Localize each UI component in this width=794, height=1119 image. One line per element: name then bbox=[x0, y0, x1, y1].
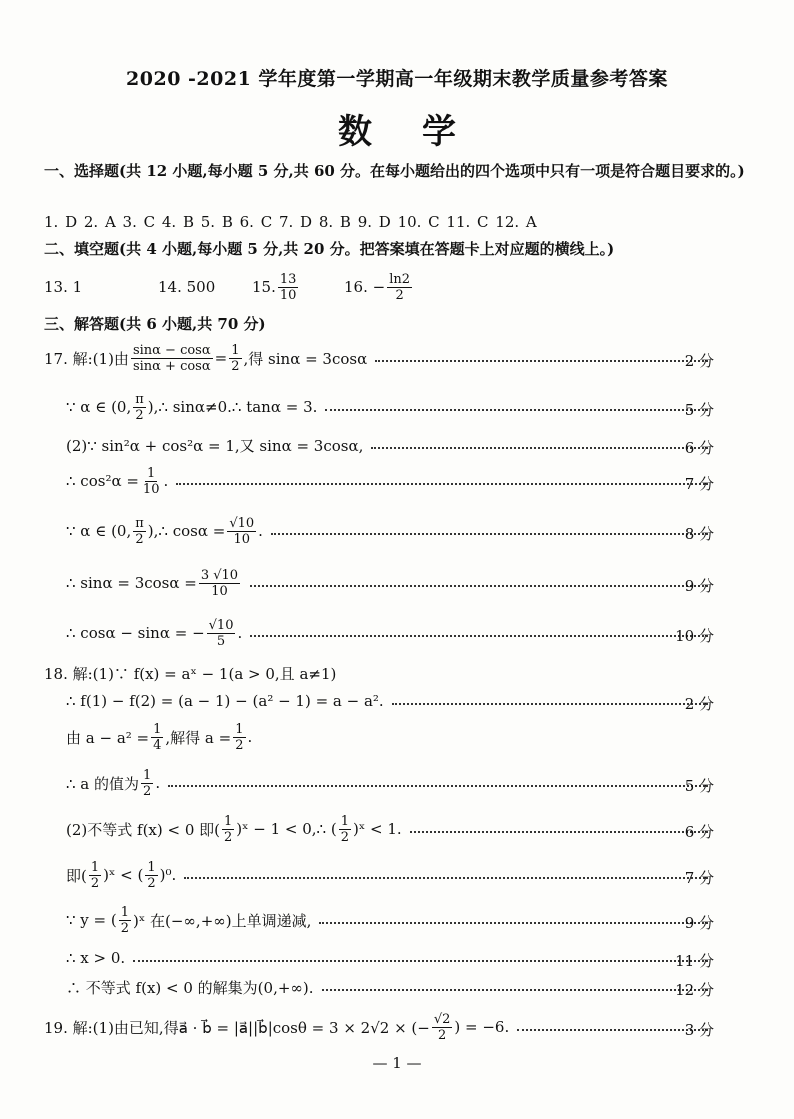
dot-leader bbox=[319, 922, 708, 924]
dot-leader bbox=[176, 483, 708, 485]
fraction: $\frac{1}{2}$ bbox=[90, 859, 100, 891]
page-number: — 1 — bbox=[372, 1054, 422, 1072]
q18-line-5: (2)不等式 f(x) < 0 即( $\frac{1}{2}$ )ˣ − 1 < 0,∴ ( $\frac{1}{2}$ )ˣ < 1. bbox=[66, 812, 716, 846]
score-label: 5 分 bbox=[684, 401, 714, 419]
answer-14: 14. 500 bbox=[158, 278, 216, 296]
fraction: $\frac{1}{2}$ bbox=[120, 904, 130, 936]
q17-line-5: ∵ α ∈ (0, $\frac{\pi}{2}$ ),∴ cosα = $\frac{√10}{10}$ . bbox=[66, 514, 716, 548]
dot-leader bbox=[250, 635, 708, 637]
q18-line-3: 由 a − a² = $\frac{1}{4}$ ,解得 a = $\frac{1}{2}$ . bbox=[66, 721, 253, 753]
score-label: 3 分 bbox=[684, 1021, 714, 1039]
answer-16-prefix: 16. − bbox=[344, 278, 386, 296]
score-label: 8 分 bbox=[684, 525, 714, 543]
fraction: $\frac{1}{2}$ bbox=[340, 813, 349, 845]
dot-leader bbox=[517, 1029, 708, 1031]
q17-line-2: ∵ α ∈ (0, $\frac{\pi}{2}$ ),∴ sinα≠0.∴ tanα = 3. bbox=[66, 390, 716, 424]
score-label: 7 分 bbox=[684, 475, 714, 493]
dot-leader bbox=[184, 877, 708, 879]
section-fill-heading: 二、填空题(共 4 小题,每小题 5 分,共 20 分。把答案填在答题卡上对应题的横线上。) bbox=[44, 240, 615, 258]
q17-line-6: ∴ sinα = 3cosα = $\frac{3 √10}{10}$ bbox=[66, 566, 716, 600]
answer-15-prefix: 15. bbox=[252, 278, 276, 296]
dot-leader bbox=[375, 360, 708, 362]
q17-line-4: ∴ cos²α = $\frac{1}{10}$ . bbox=[66, 464, 716, 498]
fraction: $\frac{13}{10}$ bbox=[279, 271, 297, 303]
fraction: $\frac{√10}{10}$ bbox=[229, 515, 255, 547]
score-label: 2 分 bbox=[684, 352, 714, 370]
q18-line-7: ∵ y = ( $\frac{1}{2}$ )ˣ 在(−∞,+∞)上单调递减, bbox=[66, 903, 716, 937]
dot-leader bbox=[250, 585, 708, 587]
dot-leader bbox=[392, 703, 708, 705]
q18-line-6: 即( $\frac{1}{2}$ )ˣ < ( $\frac{1}{2}$ )⁰. bbox=[66, 858, 716, 892]
q18-line-8: ∴ x > 0. bbox=[66, 941, 716, 975]
q18-line-9: ∴ 不等式 f(x) < 0 的解集为(0,+∞). bbox=[66, 970, 716, 1004]
subject-heading: 数学 bbox=[338, 112, 506, 152]
q17-line-1: 17. 解:(1)由 $\frac{\sin\alpha - \cos\alpha}{\sin\alpha + \cos\alpha}$ = $\frac{1}{2}$ ,得 sinα = 3cosα bbox=[44, 341, 716, 375]
fraction: $\frac{\pi}{2}$ bbox=[135, 515, 144, 547]
fraction: $\frac{1}{2}$ bbox=[147, 859, 156, 891]
score-label: 6 分 bbox=[684, 439, 714, 457]
dot-leader bbox=[410, 831, 708, 833]
dot-leader bbox=[168, 785, 708, 787]
q17-line-7: ∴ cosα − sinα = − $\frac{√10}{5}$ . bbox=[66, 616, 716, 650]
fraction: $\frac{1}{2}$ bbox=[235, 721, 244, 753]
fraction: $\frac{1}{2}$ bbox=[143, 767, 152, 799]
score-label: 9 分 bbox=[684, 914, 714, 932]
score-label: 12 分 bbox=[675, 981, 714, 999]
answer-13: 13. 1 bbox=[44, 278, 83, 296]
score-label: 6 分 bbox=[684, 823, 714, 841]
dot-leader bbox=[371, 447, 708, 449]
fraction: $\frac{√2}{2}$ bbox=[433, 1011, 451, 1043]
answer-16 bbox=[344, 270, 414, 304]
q18-line-2: ∴ f(1) − f(2) = (a − 1) − (a² − 1) = a − a². bbox=[66, 684, 716, 718]
q18-line-1: 18. 解:(1)∵ f(x) = aˣ − 1(a > 0,且 a≠1) bbox=[44, 664, 337, 683]
score-label: 9 分 bbox=[684, 577, 714, 595]
score-label: 10 分 bbox=[675, 627, 714, 645]
fraction: $\frac{1}{10}$ bbox=[142, 465, 160, 497]
dot-leader bbox=[133, 960, 708, 962]
fraction: $\frac{\pi}{2}$ bbox=[135, 391, 144, 423]
fraction: $\frac{3 √10}{10}$ bbox=[200, 567, 239, 599]
dot-leader bbox=[325, 409, 708, 411]
fraction: $\frac{√10}{5}$ bbox=[208, 617, 234, 649]
dot-leader bbox=[322, 989, 708, 991]
choice-answers: 1. D 2. A 3. C 4. B 5. B 6. C 7. D 8. B 9. D 10. C 11. C 12. A bbox=[44, 213, 537, 231]
score-label: 5 分 bbox=[684, 777, 714, 795]
fill-answers bbox=[44, 270, 524, 304]
fraction: $\frac{\ln 2}{2}$ bbox=[389, 271, 411, 303]
fraction: $\frac{\sin\alpha - \cos\alpha}{\sin\alpha + \cos\alpha}$ bbox=[132, 342, 211, 374]
score-label: 11 分 bbox=[675, 952, 714, 970]
q17-line-3: (2)∵ sin²α + cos²α = 1,又 sinα = 3cosα, bbox=[66, 428, 716, 462]
score-label: 2 分 bbox=[684, 695, 714, 713]
q18-line-4: ∴ a 的值为 $\frac{1}{2}$ . bbox=[66, 766, 716, 800]
dot-leader bbox=[271, 533, 708, 535]
q19-line-1: 19. 解:(1)由已知,得a⃗ · b⃗ = |a⃗||b⃗|cosθ = 3 × 2√2 × (− $\frac{√2}{2}$ ) = −6. bbox=[44, 1010, 716, 1044]
section-solution-heading: 三、解答题(共 6 小题,共 70 分) bbox=[44, 315, 266, 333]
answer-15 bbox=[252, 270, 300, 304]
fraction: $\frac{1}{2}$ bbox=[231, 342, 240, 374]
section-choice-heading: 一、选择题(共 12 小题,每小题 5 分,共 60 分。在每小题给出的四个选项中只有一项是符合题目要求的。) bbox=[44, 162, 745, 180]
page-title: 2020 -2021 学年度第一学期高一年级期末教学质量参考答案 bbox=[126, 68, 668, 90]
score-label: 7 分 bbox=[684, 869, 714, 887]
fraction: $\frac{1}{4}$ bbox=[153, 721, 162, 753]
fraction: $\frac{1}{2}$ bbox=[224, 813, 233, 845]
